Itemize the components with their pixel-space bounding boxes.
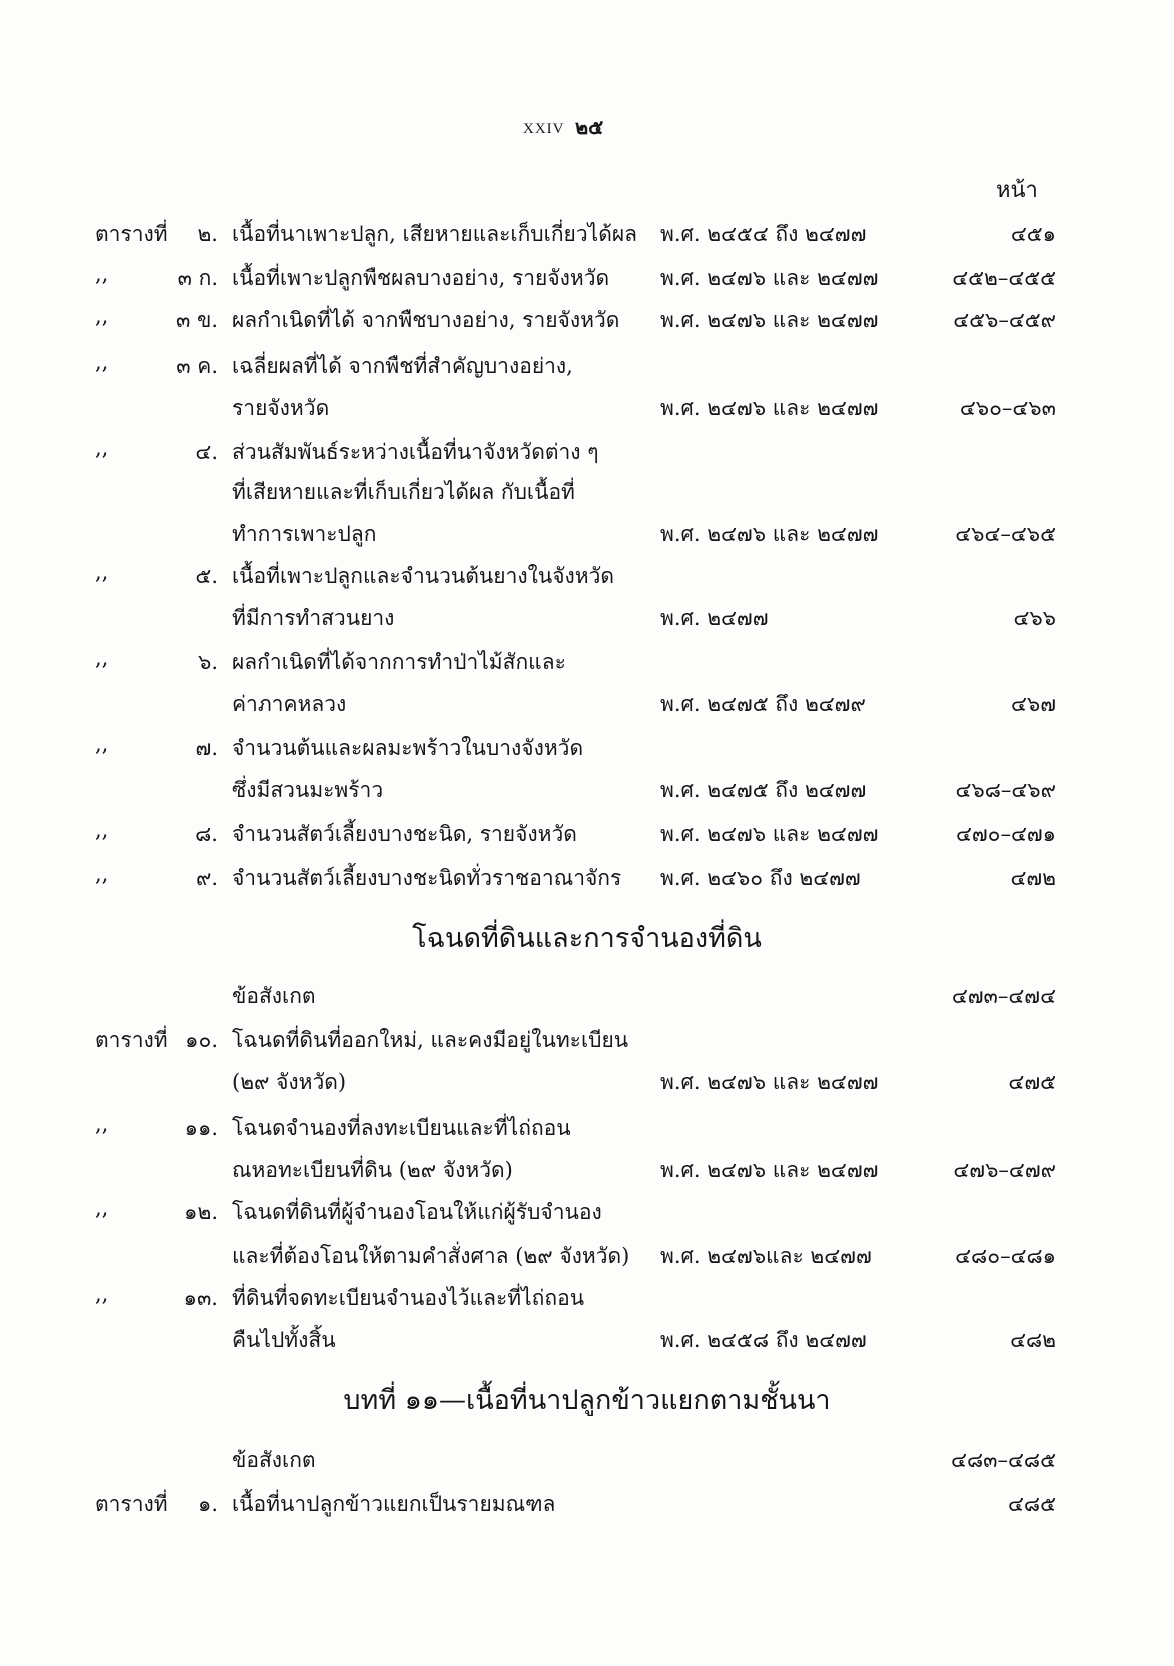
table-description: ที่เสียหายและที่เก็บเกี่ยวได้ผล กับเนื้อที่ xyxy=(232,480,575,504)
period-range: พ.ศ. ๒๔๗๗ xyxy=(660,606,769,630)
thai-page-number: ๒๕ xyxy=(575,115,604,139)
table-label: ตารางที่ xyxy=(95,1492,168,1516)
page-reference: ๔๖๐–๔๖๓ xyxy=(959,396,1056,420)
period-range: พ.ศ. ๒๔๗๖ และ ๒๔๗๗ xyxy=(660,522,879,546)
contents-row xyxy=(0,1024,1174,1058)
period-range: พ.ศ. ๒๔๗๕ ถึง ๒๔๗๗ xyxy=(660,778,867,802)
table-description: รายจังหวัด xyxy=(232,396,330,420)
table-number: ๑๐. xyxy=(185,1028,218,1052)
contents-row xyxy=(0,350,1174,384)
period-range: พ.ศ. ๒๔๗๖ และ ๒๔๗๗ xyxy=(660,396,879,420)
table-description: ข้อสังเกต xyxy=(232,1448,316,1472)
contents-row xyxy=(0,1488,1174,1522)
table-number: ๘. xyxy=(195,822,218,846)
page-reference: ๔๖๗ xyxy=(1010,692,1056,716)
table-description: ซึ่งมีสวนมะพร้าว xyxy=(232,778,384,802)
table-description: ส่วนสัมพันธ์ระหว่างเนื้อที่นาจังหวัดต่าง ๆ xyxy=(232,440,599,464)
period-range: พ.ศ. ๒๔๕๘ ถึง ๒๔๗๗ xyxy=(660,1328,867,1352)
period-range: พ.ศ. ๒๔๖๐ ถึง ๒๔๗๗ xyxy=(660,866,861,890)
table-label: ,, xyxy=(95,862,109,886)
page-reference: ๔๗๓–๔๗๔ xyxy=(951,984,1056,1008)
contents-row xyxy=(0,436,1174,470)
period-range: พ.ศ. ๒๔๗๖และ ๒๔๗๗ xyxy=(660,1244,872,1268)
table-description: โฉนดที่ดินที่ผู้จำนองโอนให้แก่ผู้รับจำนอง xyxy=(232,1200,602,1224)
section-title-chapter-11: บทที่ ๑๑—เนื้อที่นาปลูกข้าวแยกตามชั้นนา xyxy=(343,1385,831,1416)
table-number: ๓ ค. xyxy=(176,354,218,378)
contents-row xyxy=(0,1240,1174,1274)
contents-row xyxy=(0,1154,1174,1188)
table-description: เนื้อที่เพาะปลูกและจำนวนต้นยางในจังหวัด xyxy=(232,564,615,588)
table-number: ๙. xyxy=(195,866,218,890)
contents-row xyxy=(0,1112,1174,1146)
contents-row xyxy=(0,862,1174,896)
table-number: ๓ ก. xyxy=(177,266,218,290)
period-range: พ.ศ. ๒๔๗๖ และ ๒๔๗๗ xyxy=(660,266,879,290)
table-description: และที่ต้องโอนให้ตามคำสั่งศาล (๒๙ จังหวัด) xyxy=(232,1244,630,1268)
contents-row xyxy=(0,518,1174,552)
table-number: ๓ ข. xyxy=(175,308,218,332)
table-description: จำนวนต้นและผลมะพร้าวในบางจังหวัด xyxy=(232,736,584,760)
contents-row xyxy=(0,688,1174,722)
table-number: ๑๓. xyxy=(183,1286,218,1310)
table-description: ที่ดินที่จดทะเบียนจำนองไว้และที่ไถ่ถอน xyxy=(232,1286,585,1310)
page-reference: ๔๗๐–๔๗๑ xyxy=(955,822,1056,846)
table-description: ผลกำเนิดที่ได้ จากพืชบางอย่าง, รายจังหวัด xyxy=(232,308,620,332)
page-reference: ๔๕๖–๔๕๙ xyxy=(953,308,1056,332)
contents-row xyxy=(0,560,1174,594)
contents-row xyxy=(0,1196,1174,1230)
table-description: ทำการเพาะปลูก xyxy=(232,522,377,546)
table-label: ,, xyxy=(95,732,109,756)
period-range: พ.ศ. ๒๔๗๖ และ ๒๔๗๗ xyxy=(660,822,879,846)
period-range: พ.ศ. ๒๔๗๖ และ ๒๔๗๗ xyxy=(660,308,879,332)
contents-row xyxy=(0,392,1174,426)
table-label: ,, xyxy=(95,350,109,374)
table-description: จำนวนสัตว์เลี้ยงบางชะนิด, รายจังหวัด xyxy=(232,822,577,846)
table-label: ,, xyxy=(95,304,109,328)
table-description: เฉลี่ยผลที่ได้ จากพืชที่สำคัญบางอย่าง, xyxy=(232,354,573,378)
period-range: พ.ศ. ๒๔๗๖ และ ๒๔๗๗ xyxy=(660,1158,879,1182)
table-number: ๑. xyxy=(197,1492,218,1516)
page-column-header: หน้า xyxy=(996,178,1038,203)
contents-row xyxy=(0,218,1174,252)
contents-row xyxy=(0,1324,1174,1358)
page-reference: ๔๘๕ xyxy=(1008,1492,1056,1516)
table-label: ,, xyxy=(95,560,109,584)
contents-row xyxy=(0,602,1174,636)
table-description: เนื้อที่เพาะปลูกพืชผลบางอย่าง, รายจังหวัด xyxy=(232,266,610,290)
period-range: พ.ศ. ๒๔๗๖ และ ๒๔๗๗ xyxy=(660,1070,879,1094)
table-label: ตารางที่ xyxy=(95,222,168,246)
table-number: ๕. xyxy=(195,564,218,588)
table-label: ,, xyxy=(95,1282,109,1306)
table-number: ๔. xyxy=(195,440,218,464)
contents-row xyxy=(0,774,1174,808)
table-description: โฉนดที่ดินที่ออกใหม่, และคงมีอยู่ในทะเบียน xyxy=(232,1028,629,1052)
table-description: ผลกำเนิดที่ได้จากการทำป่าไม้สักและ xyxy=(232,650,566,674)
period-range: พ.ศ. ๒๔๕๔ ถึง ๒๔๗๗ xyxy=(660,222,867,246)
contents-row xyxy=(0,818,1174,852)
table-number: ๗. xyxy=(195,736,218,760)
page-reference: ๔๘๐–๔๘๑ xyxy=(955,1244,1056,1268)
table-label: ,, xyxy=(95,262,109,286)
contents-row xyxy=(0,1444,1174,1478)
table-description: ค่าภาคหลวง xyxy=(232,692,347,716)
page-reference: ๔๗๕ xyxy=(1008,1070,1056,1094)
roman-page-number: XXIV xyxy=(523,121,565,137)
table-number: ๒. xyxy=(197,222,218,246)
table-description: จำนวนสัตว์เลี้ยงบางชะนิดทั่วราชอาณาจักร xyxy=(232,866,622,890)
table-description: เนื้อที่นาเพาะปลูก, เสียหายและเก็บเกี่ยวได้ผล xyxy=(232,222,637,246)
table-description: เนื้อที่นาปลูกข้าวแยกเป็นรายมณฑล xyxy=(232,1492,556,1516)
contents-row xyxy=(0,476,1174,510)
table-label: ,, xyxy=(95,646,109,670)
page-reference: ๔๗๒ xyxy=(1010,866,1056,890)
period-range: พ.ศ. ๒๔๗๕ ถึง ๒๔๗๙ xyxy=(660,692,866,716)
table-description: (๒๙ จังหวัด) xyxy=(232,1070,347,1094)
page-reference: ๔๗๖–๔๗๙ xyxy=(953,1158,1056,1182)
table-number: ๖. xyxy=(197,650,218,674)
contents-row xyxy=(0,1066,1174,1100)
contents-row xyxy=(0,646,1174,680)
table-label: ,, xyxy=(95,1196,109,1220)
section-title-land-deeds: โฉนดที่ดินและการจำนองที่ดิน xyxy=(412,923,762,954)
page-reference: ๔๕๒–๔๕๕ xyxy=(952,266,1056,290)
page-reference: ๔๕๑ xyxy=(1010,222,1056,246)
table-label: ,, xyxy=(95,1112,109,1136)
contents-row xyxy=(0,304,1174,338)
contents-row xyxy=(0,1282,1174,1316)
table-number: ๑๑. xyxy=(184,1116,218,1140)
table-description: โฉนดจำนองที่ลงทะเบียนและที่ไถ่ถอน xyxy=(232,1116,571,1140)
contents-row xyxy=(0,262,1174,296)
contents-row xyxy=(0,980,1174,1014)
page-reference: ๔๖๘–๔๖๙ xyxy=(955,778,1056,802)
table-label: ตารางที่ xyxy=(95,1028,168,1052)
table-number: ๑๒. xyxy=(184,1200,218,1224)
page-reference: ๔๖๖ xyxy=(1013,606,1056,630)
page-reference: ๔๘๓–๔๘๕ xyxy=(951,1448,1056,1472)
page-reference: ๔๘๒ xyxy=(1010,1328,1056,1352)
table-description: ที่มีการทำสวนยาง xyxy=(232,606,395,630)
table-label: ,, xyxy=(95,818,109,842)
table-description: ข้อสังเกต xyxy=(232,984,316,1008)
table-description: คืนไปทั้งสิ้น xyxy=(232,1328,336,1352)
contents-row xyxy=(0,732,1174,766)
table-description: ณหอทะเบียนที่ดิน (๒๙ จังหวัด) xyxy=(232,1158,513,1182)
table-label: ,, xyxy=(95,436,109,460)
page-reference: ๔๖๔–๔๖๕ xyxy=(955,522,1056,546)
